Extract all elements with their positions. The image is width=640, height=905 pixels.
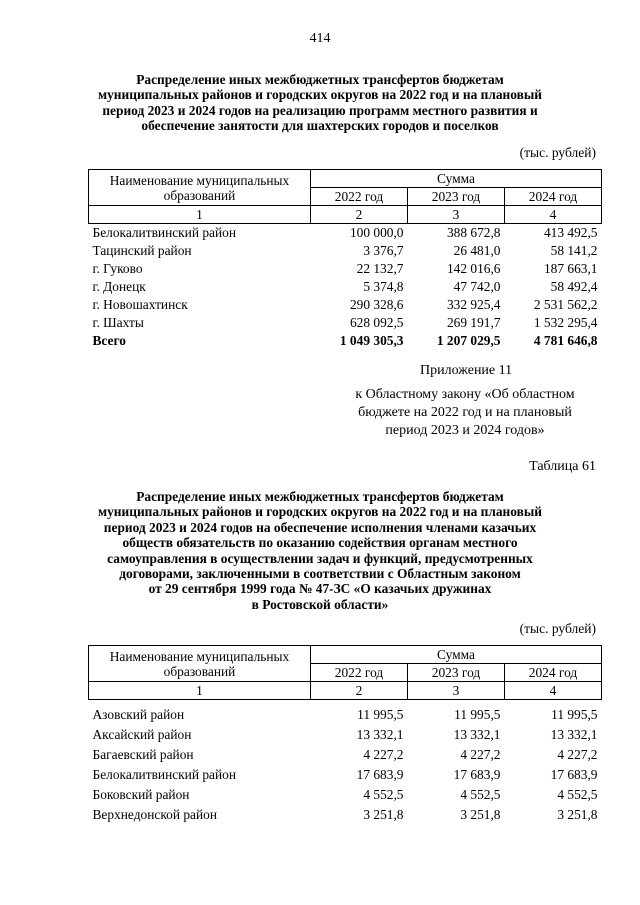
value-2024: 1 532 295,4 (533, 315, 598, 330)
municipality-name: Белокалитвинский район (92, 767, 237, 782)
column-header-2024: 2024 год (505, 664, 602, 682)
table-row (89, 725, 602, 745)
value-2022: 4 227,2 (363, 747, 404, 762)
value-2022: 13 332,1 (356, 727, 404, 742)
title-line: период 2023 и 2024 годов на обеспечение исполнения членами казачьих (103, 519, 537, 535)
municipality-name: Боковский район (92, 787, 190, 802)
value-2022: 11 995,5 (357, 707, 404, 722)
table-row (89, 224, 602, 243)
table-row (89, 296, 602, 314)
transfers-table-1 (88, 169, 602, 350)
value-2022: 290 328,6 (349, 297, 404, 312)
column-number: 3 (408, 682, 505, 700)
table-row (89, 765, 602, 785)
title-line: обществ обязательств по оказанию содействия органам местного (122, 535, 518, 551)
value-2022: 17 683,9 (356, 767, 404, 782)
value-2022: 100 000,0 (349, 225, 404, 240)
value-2024: 4 552,5 (557, 787, 598, 802)
units-label: (тыс. рублей) (519, 145, 596, 160)
table-row (89, 260, 602, 278)
section2-title (70, 489, 570, 612)
total-2023: 1 207 029,5 (436, 333, 501, 348)
value-2024: 413 492,5 (543, 225, 598, 240)
value-2024: 58 141,2 (550, 243, 598, 258)
title-line: договорами, заключенными в соответствии с Областным законом (119, 566, 521, 582)
table-label: Таблица 61 (529, 459, 596, 474)
annex-reference (330, 386, 600, 440)
value-2023: 388 672,8 (446, 225, 501, 240)
municipality-name: Верхнедонской район (92, 807, 218, 822)
table-row (89, 785, 602, 805)
value-2023: 142 016,6 (446, 261, 501, 276)
column-header-name: Наименование муниципальных образований (89, 646, 311, 682)
column-number: 4 (505, 682, 602, 700)
table-row (89, 705, 602, 725)
column-header-sum: Сумма (311, 646, 602, 664)
municipality-name: г. Шахты (92, 315, 144, 330)
title-line: муниципальных районов и городских округов на 2022 год и на плановый (97, 504, 543, 520)
value-2024: 17 683,9 (550, 767, 598, 782)
table-row (89, 314, 602, 332)
title-line: Распределение иных межбюджетных трансфертов бюджетам (136, 489, 504, 504)
table-row (89, 805, 602, 825)
column-number: 1 (89, 682, 311, 700)
transfers-table-2 (88, 645, 602, 825)
title-line: Распределение иных межбюджетных трансфертов бюджетам (136, 72, 504, 87)
total-2024: 4 781 646,8 (533, 333, 598, 348)
value-2023: 47 742,0 (453, 279, 501, 294)
value-2024: 13 332,1 (550, 727, 598, 742)
column-header-2022: 2022 год (311, 188, 408, 206)
column-header-2022: 2022 год (311, 664, 408, 682)
municipality-name: Азовский район (92, 707, 185, 722)
municipality-name: Тацинский район (92, 243, 192, 258)
value-2024: 4 227,2 (557, 747, 598, 762)
total-label: Всего (92, 333, 126, 348)
value-2024: 2 531 562,2 (533, 297, 598, 312)
value-2024: 3 251,8 (557, 807, 598, 822)
value-2023: 11 995,5 (454, 707, 501, 722)
value-2023: 4 552,5 (460, 787, 501, 802)
value-2022: 5 374,8 (363, 279, 404, 294)
value-2022: 22 132,7 (356, 261, 404, 276)
annex-line: период 2023 и 2024 годов» (385, 423, 545, 438)
title-line: муниципальных районов и городских округов на 2022 год и на плановый (97, 87, 543, 103)
units-label: (тыс. рублей) (519, 621, 596, 636)
annex-line: бюджете на 2022 год и на плановый (358, 405, 572, 420)
municipality-name: Аксайский район (92, 727, 192, 742)
column-number: 1 (89, 206, 311, 224)
municipality-name: г. Новошахтинск (92, 297, 188, 312)
value-2022: 3 376,7 (363, 243, 404, 258)
title-line: в Ростовской области» (251, 596, 389, 612)
total-row (89, 332, 602, 350)
column-header-2024: 2024 год (505, 188, 602, 206)
value-2024: 58 492,4 (550, 279, 598, 294)
value-2023: 13 332,1 (453, 727, 501, 742)
column-number: 2 (311, 682, 408, 700)
page-number: 414 (309, 31, 331, 46)
column-number: 4 (505, 206, 602, 224)
value-2023: 269 191,7 (446, 315, 501, 330)
column-header-2023: 2023 год (408, 188, 505, 206)
value-2022: 4 552,5 (363, 787, 404, 802)
column-header-sum: Сумма (311, 170, 602, 188)
column-number: 2 (311, 206, 408, 224)
table-row (89, 242, 602, 260)
value-2022: 3 251,8 (363, 807, 404, 822)
municipality-name: Багаевский район (92, 747, 194, 762)
table-row (89, 278, 602, 296)
value-2023: 26 481,0 (453, 243, 501, 258)
value-2023: 17 683,9 (453, 767, 501, 782)
section1-title (70, 72, 570, 134)
title-line: от 29 сентября 1999 года № 47-ЗС «О казачьих дружинах (148, 581, 492, 597)
table-row (89, 745, 602, 765)
column-header-name: Наименование муниципальных образований (89, 170, 311, 206)
municipality-name: г. Донецк (92, 279, 146, 294)
title-line: обеспечение занятости для шахтерских городов и поселков (141, 118, 499, 134)
annex-line: к Областному закону «Об областном (355, 387, 575, 402)
total-2022: 1 049 305,3 (339, 333, 404, 348)
value-2023: 4 227,2 (460, 747, 501, 762)
value-2024: 187 663,1 (543, 261, 598, 276)
value-2023: 3 251,8 (460, 807, 501, 822)
value-2024: 11 995,5 (551, 707, 598, 722)
title-line: самоуправления в осуществлении задач и функций, предусмотренных (107, 550, 533, 566)
column-number: 3 (408, 206, 505, 224)
value-2022: 628 092,5 (349, 315, 404, 330)
municipality-name: Белокалитвинский район (92, 225, 237, 240)
value-2023: 332 925,4 (446, 297, 501, 312)
title-line: период 2023 и 2024 годов на реализацию программ местного развития и (102, 102, 538, 118)
municipality-name: г. Гуково (92, 261, 143, 276)
annex-title: Приложение 11 (420, 363, 513, 378)
column-header-2023: 2023 год (408, 664, 505, 682)
